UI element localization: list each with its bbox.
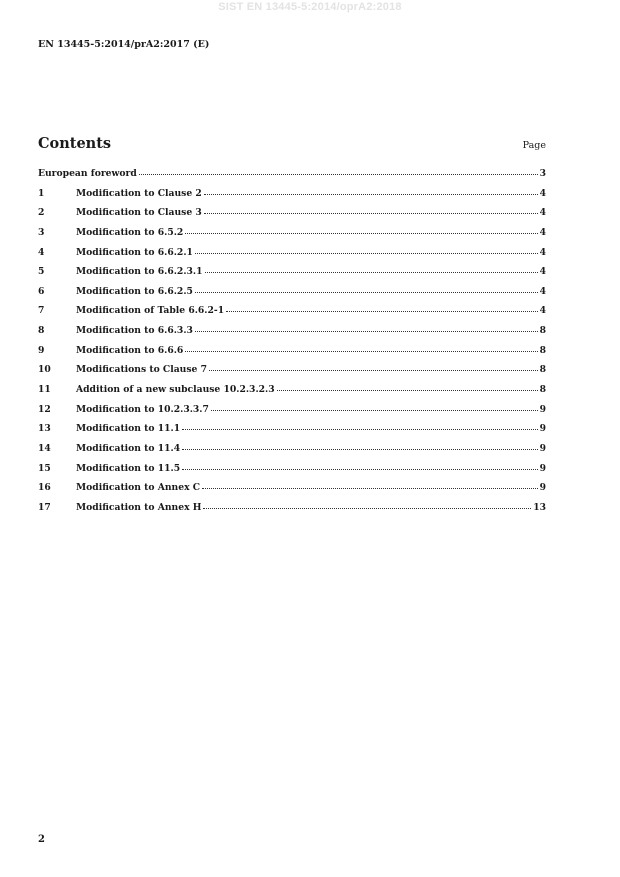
toc-entry-number: 2 xyxy=(38,207,45,219)
toc-entry-number: 10 xyxy=(38,364,51,376)
toc-entry-title: Modification to 6.6.2.3.1 xyxy=(76,266,203,278)
toc-entry[interactable] xyxy=(38,168,546,188)
dot-leader xyxy=(185,351,537,352)
toc-entry[interactable] xyxy=(38,364,546,384)
toc-entry[interactable] xyxy=(38,384,546,404)
dot-leader xyxy=(277,390,538,391)
toc-entry-page: 4 xyxy=(539,305,546,317)
toc-entry-number: 14 xyxy=(38,442,51,454)
toc-entry[interactable] xyxy=(38,325,546,345)
watermark: SIST EN 13445-5:2014/oprA2:2018 xyxy=(218,1,402,13)
toc-entry-number: 13 xyxy=(38,423,51,435)
toc-entry-number: 3 xyxy=(38,226,45,238)
toc-entry[interactable] xyxy=(38,463,546,483)
dot-leader xyxy=(203,508,531,509)
dot-leader xyxy=(182,449,537,450)
dot-leader xyxy=(195,331,538,332)
toc-entry[interactable] xyxy=(38,266,546,286)
toc-entry-page: 8 xyxy=(539,325,546,337)
toc-entry[interactable] xyxy=(38,404,546,424)
dot-leader xyxy=(202,488,538,489)
toc-entry[interactable] xyxy=(38,227,546,247)
toc-entry-number: 7 xyxy=(38,305,45,317)
page-number: 2 xyxy=(38,834,45,845)
toc-entry[interactable] xyxy=(38,482,546,502)
dot-leader xyxy=(204,213,538,214)
toc-entry-title: Modification to Clause 3 xyxy=(76,207,202,219)
dot-leader xyxy=(139,174,538,175)
toc-entry[interactable] xyxy=(38,305,546,325)
toc-entry-page: 13 xyxy=(533,501,546,513)
toc-entry-number: 5 xyxy=(38,266,45,278)
toc-entry-title: Modification to Annex H xyxy=(76,501,202,513)
toc-entry-page: 9 xyxy=(539,462,546,474)
dot-leader xyxy=(185,233,537,234)
toc-entry-title: Modification to 6.6.6 xyxy=(76,344,184,356)
toc-entry[interactable] xyxy=(38,423,546,443)
toc-entry-title: Modification to 6.5.2 xyxy=(76,226,184,238)
toc-entry-page: 8 xyxy=(539,364,546,376)
toc-entry-page: 4 xyxy=(539,207,546,219)
toc-entry[interactable] xyxy=(38,286,546,306)
toc-entry-page: 9 xyxy=(539,423,546,435)
toc-entry-title: Modification to 10.2.3.3.7 xyxy=(76,403,209,415)
toc-entry[interactable] xyxy=(38,247,546,267)
toc-entry-number: 8 xyxy=(38,325,45,337)
toc-entry-page: 3 xyxy=(539,168,546,179)
toc-entry-title: Modification to 6.6.3.3 xyxy=(76,325,193,337)
toc-entry-title: Modification to Annex C xyxy=(76,482,201,494)
toc-entry-page: 4 xyxy=(539,187,546,199)
toc-entry-page: 9 xyxy=(539,482,546,494)
toc-entry[interactable] xyxy=(38,443,546,463)
toc-entry-title: Modification of Table 6.6.2-1 xyxy=(76,305,225,317)
dot-leader xyxy=(182,469,537,470)
toc-entry[interactable] xyxy=(38,188,546,208)
toc-entry-title: Modification to 11.5 xyxy=(76,462,181,474)
toc-entry-number: 4 xyxy=(38,246,45,258)
toc-entry-title: Modification to 6.6.2.5 xyxy=(76,285,193,297)
toc-entry-title: European foreword xyxy=(38,168,137,179)
toc-entry-number: 6 xyxy=(38,285,45,297)
toc-entry-title: Modification to 11.1 xyxy=(76,423,181,435)
dot-leader xyxy=(205,272,538,273)
toc-entry[interactable] xyxy=(38,345,546,365)
toc-entry[interactable] xyxy=(38,207,546,227)
dot-leader xyxy=(211,410,538,411)
toc-entry-number: 12 xyxy=(38,403,51,415)
toc-entry-number: 11 xyxy=(38,384,51,396)
dot-leader xyxy=(204,194,538,195)
toc-entry-page: 4 xyxy=(539,266,546,278)
toc-entry[interactable] xyxy=(38,502,546,522)
toc-entry-page: 8 xyxy=(539,384,546,396)
toc-entry-title: Modification to 11.4 xyxy=(76,442,181,454)
toc-entry-number: 15 xyxy=(38,462,51,474)
toc-entry-page: 4 xyxy=(539,226,546,238)
toc-entry-page: 4 xyxy=(539,285,546,297)
toc-entry-page: 9 xyxy=(539,403,546,415)
toc-entry-number: 1 xyxy=(38,187,45,199)
toc-entry-number: 16 xyxy=(38,482,51,494)
toc-entry-number: 17 xyxy=(38,501,51,513)
dot-leader xyxy=(209,370,538,371)
contents-title: Contents xyxy=(38,135,112,152)
toc-entry-page: 8 xyxy=(539,344,546,356)
toc-entry-title: Modification to Clause 2 xyxy=(76,187,202,199)
toc-entry-number: 9 xyxy=(38,344,45,356)
dot-leader xyxy=(195,292,538,293)
toc-entry-title: Modification to 6.6.2.1 xyxy=(76,246,193,258)
dot-leader xyxy=(195,253,538,254)
toc-entry-page: 9 xyxy=(539,442,546,454)
toc-entry-title: Modifications to Clause 7 xyxy=(76,364,207,376)
dot-leader xyxy=(226,311,537,312)
dot-leader xyxy=(182,429,537,430)
toc-entry-page: 4 xyxy=(539,246,546,258)
table-of-contents xyxy=(38,168,546,522)
page-column-label: Page xyxy=(522,140,546,151)
toc-entry-title: Addition of a new subclause 10.2.3.2.3 xyxy=(76,384,275,396)
document-header: EN 13445-5:2014/prA2:2017 (E) xyxy=(38,39,210,50)
